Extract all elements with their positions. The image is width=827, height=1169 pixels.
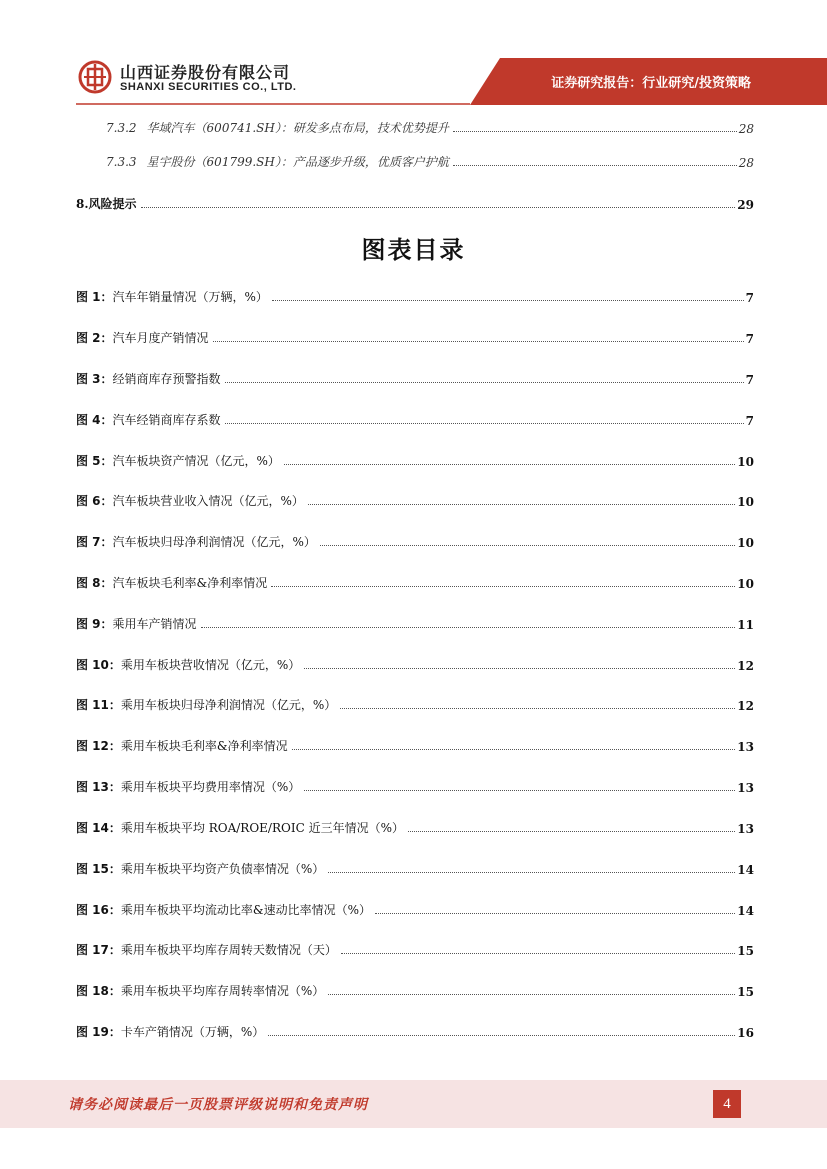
figure-page: 10: [737, 577, 754, 591]
figure-label: 汽车板块营业收入情况（亿元，%）: [112, 494, 304, 508]
toc-entry[interactable]: [76, 192, 754, 212]
leader-dots: [304, 668, 735, 669]
figure-entry[interactable]: [76, 326, 754, 346]
figure-number: 图 3：: [76, 372, 113, 386]
figure-caption: [76, 492, 306, 509]
figure-page: 10: [737, 455, 754, 469]
toc-entry-page: 28: [738, 122, 754, 136]
figure-label: 乘用车板块平均流动比率&速动比率情况（%）: [120, 903, 371, 917]
leader-dots: [284, 464, 735, 465]
leader-dots: [308, 504, 735, 505]
leader-dots: [141, 207, 736, 208]
leader-dots: [453, 165, 737, 166]
figure-entry[interactable]: [76, 1020, 754, 1040]
figure-page: 13: [737, 781, 754, 795]
figure-label: 经销商库存预警指数: [112, 372, 221, 386]
figure-number: 图 6：: [76, 494, 113, 508]
figure-entry[interactable]: [76, 408, 754, 428]
figure-caption: [76, 696, 338, 713]
toc-entry-page: 29: [737, 198, 754, 212]
figure-number: 图 18：: [76, 984, 121, 998]
figure-label: 乘用车板块平均费用率情况（%）: [120, 780, 301, 794]
report-type: 证券研究报告：行业研究/投资策略: [551, 76, 751, 91]
figure-number: 图 8：: [76, 576, 113, 590]
page-header: [0, 0, 827, 105]
figure-page: 7: [745, 373, 754, 387]
figure-label: 乘用车板块平均 ROA/ROE/ROIC 近三年情况（%）: [120, 821, 404, 835]
figure-entry[interactable]: [76, 775, 754, 795]
leader-dots: [375, 913, 735, 914]
leader-dots: [271, 586, 735, 587]
figure-label: 汽车年销量情况（万辆，%）: [112, 290, 268, 304]
figure-caption: [76, 411, 223, 428]
figure-entry[interactable]: [76, 571, 754, 591]
figure-number: 图 16：: [76, 903, 121, 917]
disclaimer-notice: 请务必阅读最后一页股票评级说明和免责声明: [68, 1097, 368, 1113]
figure-label: 汽车板块毛利率&净利率情况: [112, 576, 268, 590]
leader-dots: [272, 300, 744, 301]
leader-dots: [340, 708, 735, 709]
figure-caption: [76, 860, 326, 877]
figure-caption: [76, 941, 339, 958]
figure-number: 图 17：: [76, 943, 121, 957]
figure-label: 卡车产销情况（万辆，%）: [120, 1025, 265, 1039]
figure-entry[interactable]: [76, 816, 754, 836]
figure-entry[interactable]: [76, 734, 754, 754]
toc-entry-label: 星宇股份（601799.SH）：产品逐步升级，优质客户护航: [146, 155, 449, 169]
leader-dots: [304, 790, 735, 791]
figure-caption: [76, 370, 223, 387]
figure-label: 乘用车板块平均库存周转天数情况（天）: [120, 943, 337, 957]
figure-entry[interactable]: [76, 449, 754, 469]
figure-caption: [76, 452, 282, 469]
figure-label: 乘用车产销情况: [112, 617, 197, 631]
page-number: 4: [713, 1090, 741, 1118]
figure-caption: [76, 1023, 266, 1040]
figure-caption: [76, 329, 211, 346]
leader-dots: [292, 749, 736, 750]
figure-entry[interactable]: [76, 367, 754, 387]
toc-entry-label: 华域汽车（600741.SH）：研发多点布局，技术优势提升: [146, 121, 449, 135]
figure-entry[interactable]: [76, 979, 754, 999]
figure-number: 图 5：: [76, 454, 113, 468]
leader-dots: [408, 831, 735, 832]
figure-page: 7: [745, 332, 754, 346]
leader-dots: [328, 872, 735, 873]
figure-page: 10: [737, 495, 754, 509]
figure-label: 乘用车板块归母净利润情况（亿元，%）: [120, 698, 337, 712]
figure-caption: [76, 288, 270, 305]
figure-label: 乘用车板块毛利率&净利率情况: [120, 739, 288, 753]
figure-page: 13: [737, 822, 754, 836]
figure-label: 汽车经销商库存系数: [112, 413, 221, 427]
figure-number: 图 1：: [76, 290, 113, 304]
figure-page: 12: [737, 659, 754, 673]
leader-dots: [453, 131, 737, 132]
leader-dots: [201, 627, 736, 628]
figure-entry[interactable]: [76, 693, 754, 713]
figure-number: 图 2：: [76, 331, 113, 345]
figure-number: 图 11：: [76, 698, 121, 712]
figure-caption: [76, 656, 302, 673]
figure-page: 13: [737, 740, 754, 754]
leader-dots: [341, 953, 735, 954]
figure-entry[interactable]: [76, 612, 754, 632]
figure-entry[interactable]: [76, 857, 754, 877]
leader-dots: [225, 382, 744, 383]
figure-number: 图 19：: [76, 1025, 121, 1039]
figure-entry[interactable]: [76, 653, 754, 673]
toc-entry-number: 7.3.3: [106, 155, 137, 169]
figure-number: 图 13：: [76, 780, 121, 794]
figure-caption: [76, 819, 406, 836]
figure-label: 乘用车板块营收情况（亿元，%）: [120, 658, 301, 672]
toc-entry-page: 28: [738, 156, 754, 170]
figure-entry[interactable]: [76, 898, 754, 918]
company-name-en: SHANXI SECURITIES CO., LTD.: [120, 81, 297, 93]
figure-page: 11: [737, 618, 754, 632]
figure-label: 乘用车板块平均库存周转率情况（%）: [120, 984, 325, 998]
toc-entry-number: 7.3.2: [106, 121, 137, 135]
figure-caption: [76, 901, 373, 918]
company-logo-icon: [78, 60, 112, 94]
figure-label: 汽车月度产销情况: [112, 331, 209, 345]
leader-dots: [213, 341, 744, 342]
figure-entry[interactable]: [76, 489, 754, 509]
figure-page: 7: [745, 291, 754, 305]
figure-page: 10: [737, 536, 754, 550]
figure-number: 图 10：: [76, 658, 121, 672]
figure-caption: [76, 574, 269, 591]
figure-label: 乘用车板块平均资产负债率情况（%）: [120, 862, 325, 876]
leader-dots: [320, 545, 735, 546]
figure-caption: [76, 778, 302, 795]
figure-page: 16: [737, 1026, 754, 1040]
toc-entry-label: 8.风险提示: [76, 197, 137, 211]
figure-page: 15: [737, 944, 754, 958]
figure-entry[interactable]: [76, 938, 754, 958]
figure-number: 图 4：: [76, 413, 113, 427]
figure-number: 图 12：: [76, 739, 121, 753]
figure-page: 14: [737, 863, 754, 877]
figures-title: 图表目录: [361, 236, 466, 264]
company-name-cn: 山西证券股份有限公司: [120, 63, 291, 82]
toc-entry[interactable]: [106, 116, 754, 136]
figure-label: 汽车板块资产情况（亿元，%）: [112, 454, 280, 468]
figure-page: 14: [737, 904, 754, 918]
leader-dots: [328, 994, 735, 995]
figure-label: 汽车板块归母净利润情况（亿元，%）: [112, 535, 316, 549]
leader-dots: [268, 1035, 735, 1036]
figure-page: 15: [737, 985, 754, 999]
figure-page: 7: [745, 414, 754, 428]
figure-caption: [76, 615, 199, 632]
figure-caption: [76, 737, 290, 754]
figure-number: 图 9：: [76, 617, 113, 631]
toc-entry[interactable]: [106, 150, 754, 170]
leader-dots: [225, 423, 744, 424]
figure-number: 图 7：: [76, 535, 113, 549]
figure-entry[interactable]: [76, 285, 754, 305]
figure-caption: [76, 533, 318, 550]
figure-number: 图 14：: [76, 821, 121, 835]
page-footer: [0, 1080, 827, 1128]
figure-caption: [76, 982, 326, 999]
figure-entry[interactable]: [76, 530, 754, 550]
figure-number: 图 15：: [76, 862, 121, 876]
figure-page: 12: [737, 699, 754, 713]
